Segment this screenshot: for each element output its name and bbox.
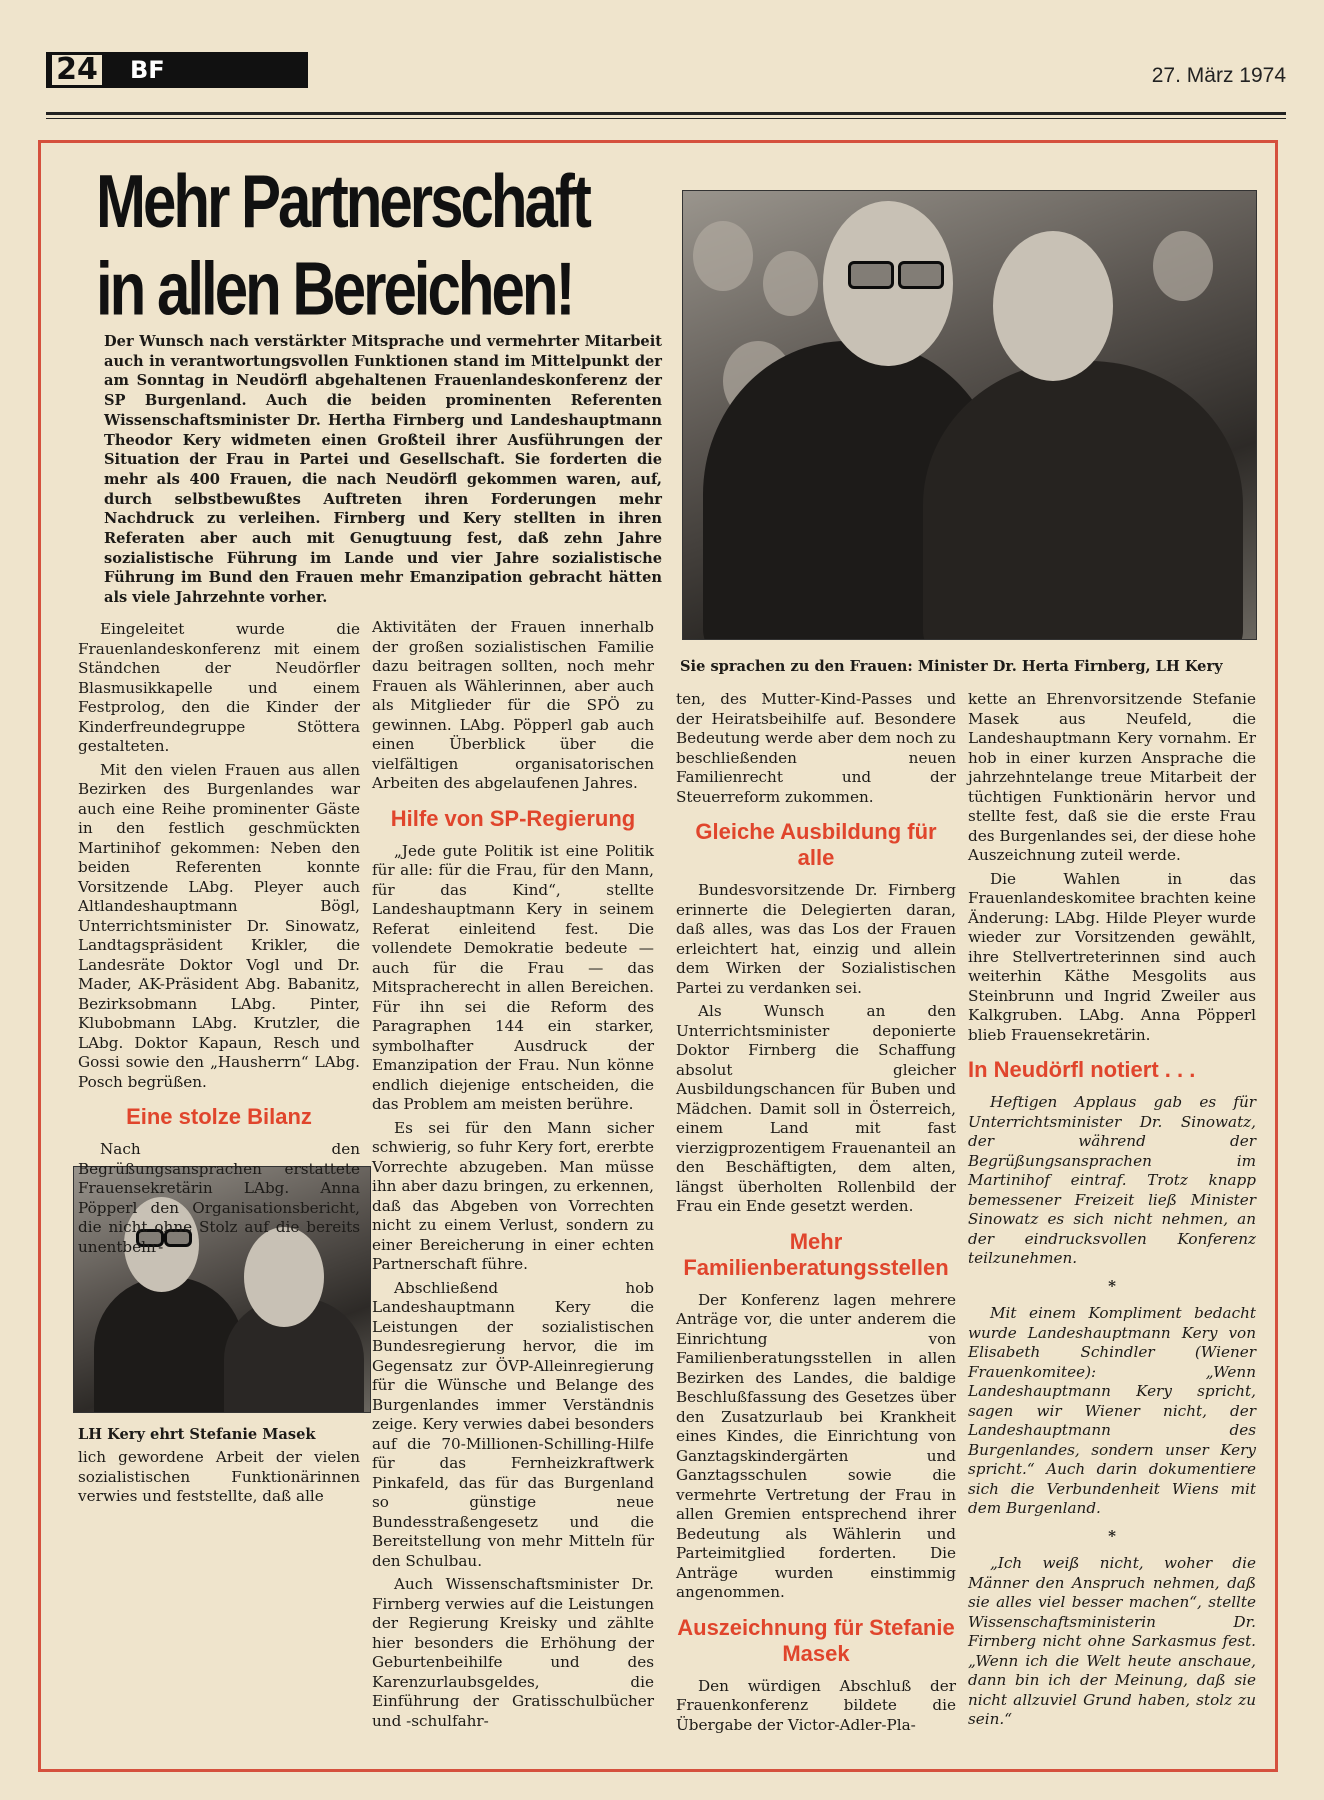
photo-caption-bottom: LH Kery ehrt Stefanie Masek — [78, 1426, 316, 1443]
column-1 — [78, 620, 360, 1257]
column-4 — [968, 690, 1256, 1730]
paragraph: „Jede gute Politik ist eine Politik für alle: für die Frau, für den Mann, für das Kind“, stellte Landeshauptmann Kery in seinem Referat einleitend fest. Die vollendete Demokratie bedeute — auch für die Frau — das Mitspracherecht in allen Bereichen. Für ihn sei die Reform des Paragraphen 144 ein starker, symbolhafter Ausdruck der Emanzipation der Frau. Nun könne endlich diejenige entscheiden, die das Problem am meisten berühre. — [372, 841, 654, 1113]
paragraph: Mit den vielen Frauen aus allen Bezirken des Burgenlandes war auch eine Reihe prominenter Gäste in den festlich geschmückten Martinihof gekommen: Neben den beiden Referenten konnte Vorsitzende LAbg. Pleyer auch Altlandeshauptmann Bögl, Unterrichtsminister Dr. Sinowatz, Landtagspräsident Krikler, die Landesräte Doktor Vogl und Dr. Mader, AK-Präsident Abg. Babanitz, Bezirksobmann LAbg. Pinter, Klubobmann LAbg. Krutzler, die LAbg. Doktor Kapaun, Resch und Gossi sowie den „Hausherrn“ LAbg. Posch begrüßen. — [78, 760, 360, 1091]
paragraph: Es sei für den Mann sicher schwierig, so fuhr Kery fort, ererbte Vorrechte abzugeben. Man müsse ihn aber dazu bringen, zu erkennen, daß das Abgeben von Vorrechten nicht zu einem Verlust, sondern zu einer Bereicherung in einer echten Partnerschaft führe. — [372, 1118, 654, 1273]
column-3 — [676, 690, 956, 1735]
paragraph: Eingeleitet wurde die Frauenlandeskonferenz mit einem Ständchen der Neudörfler Blasmusikkapelle und einem Festprolog, den die Kinder der Kinderfreundegruppe Stöttera gestalteten. — [78, 620, 360, 755]
column-2 — [372, 618, 654, 1731]
note-paragraph: Mit einem Kompliment bedacht wurde Landeshauptmann Kery von Elisabeth Schindler (Wiener Frauenkomitee): „Wenn Landeshauptmann Kery spricht, sagen wir Wiener nicht, der Landeshauptmann des Burgenlandes, sondern unser Kery spricht.“ Auch darin dokumentiere sich die Verbundenheit Wiens mit dem Burgenland. — [968, 1304, 1256, 1517]
header-rule — [46, 112, 1286, 115]
subheading: Eine stolze Bilanz — [126, 1104, 312, 1129]
separator-star: * — [1108, 1276, 1116, 1295]
subheading: Auszeichnung für Stefanie Masek — [677, 1614, 955, 1666]
paragraph: Nach den Begrüßungsansprachen erstattete Frauensekretärin LAbg. Anna Pöpperl den Organisationsbericht, die nicht ohne Stolz auf die bereits unentbehr- — [78, 1140, 360, 1256]
paragraph: Bundesvorsitzende Dr. Firnberg erinnerte die Delegierten daran, daß alles, was das Los der Frauen erleichtert hat, einzig und allein dem Wirken der Sozialistischen Partei zu verdanken sei. — [676, 881, 956, 997]
photo-caption-top: Sie sprachen zu den Frauen: Minister Dr. Herta Firnberg, LH Kery — [680, 658, 1223, 675]
section-label: BF — [108, 52, 308, 88]
paragraph: ten, des Mutter-Kind-Passes und der Heiratsbeihilfe auf. Besondere Bedeutung werde aber dem noch zu beschließenden neuen Familienrecht und der Steuerreform zukommen. — [676, 690, 956, 806]
note-paragraph: „Ich weiß nicht, woher die Männer den Anspruch nehmen, daß sie alles viel besser machen“, stellte Wissenschaftsministerin Dr. Firnberg nicht ohne Sarkasmus fest. „Wenn ich die Welt heute anschaue, dann bin ich der Meinung, daß sie nicht allzuviel Grund haben, stolz zu sein.“ — [968, 1554, 1256, 1728]
column-1-continued — [78, 1448, 360, 1507]
paragraph: Die Wahlen in das Frauenlandeskomitee brachten keine Änderung: LAbg. Hilde Pleyer wurde wieder zur Vorsitzenden gewählt, ihre Stellvertreterinnen sind auch weiterhin Käthe Mesgolits aus Steinbrunn und Ingrid Zweiler aus Kalkgruben. LAbg. Anna Pöpperl blieb Frauensekretärin. — [968, 869, 1256, 1044]
lead-paragraph: Der Wunsch nach verstärkter Mitsprache und vermehrter Mitarbeit auch in verantwortungsvollen Funktionen stand im Mittelpunkt der am Sonntag in Neudörfl abgehaltenen Frauenlandeskonferenz der SP Burgenland. Auch die beiden prominenten Referenten Wissenschaftsminister Dr. Hertha Firnberg und Landeshauptmann Theodor Kery widmeten einen Großteil ihrer Ausführungen der Situation der Frau in Partei und Gesellschaft. Sie forderten die mehr als 400 Frauen, die nach Neudörfl gekommen waren, auf, durch selbstbewußtes Auftreten ihren Forderungen mehr Nachdruck zu verleihen. Firnberg und Kery stellten in ihren Referaten aber auch mit Genugtuung fest, daß zehn Jahre sozialistische Führung im Lande und vier Jahre sozialistische Führung im Bund den Frauen mehr Emanzipation gebracht hätten als viele Jahrzehnte vorher. — [104, 333, 662, 607]
subheading: Hilfe von SP-Regierung — [390, 805, 636, 831]
page-number-box — [46, 52, 108, 88]
paragraph: kette an Ehrenvorsitzende Stefanie Masek aus Neufeld, die Landeshauptmann Kery vornahm. Er hob in einer kurzen Ansprache die jahrzehntelange treue Mitarbeit der tüchtigen Funktionärin hervor und stellte fest, daß sie die erste Frau des Burgenlandes sei, der diese hohe Auszeichnung zuteil werde. — [968, 690, 1257, 864]
paragraph: Auch Wissenschaftsminister Dr. Firnberg verwies auf die Leistungen der Regierung Kreisky und zählte hier besonders die Erhöhung der Geburtenbeihilfe und des Karenzurlaubsgeldes, die Einführung der Gratisschulbücher und -schulfahr- — [372, 1575, 654, 1730]
paragraph: lich gewordene Arbeit der vielen sozialistischen Funktionärinnen verwies und feststellte, daß alle — [78, 1448, 360, 1505]
masthead — [46, 44, 1286, 88]
page-number: 24 — [52, 55, 102, 85]
paragraph: Als Wunsch an den Unterrichtsminister deponierte Doktor Firnberg die Schaffung absolut gleicher Ausbildungschancen für Buben und Mädchen. Damit soll in Österreich, einem Land mit fast vierzigprozentigem Frauenanteil an den Beschäftigten, dem alten, längst überholten Rollenbild der Frau ein Ende gesetzt werden. — [676, 1002, 956, 1215]
headline: Mehr Partnerschaft in allen Bereichen! — [96, 159, 589, 331]
issue-date: 27. März 1974 — [1151, 64, 1286, 87]
header-rule-thin — [46, 118, 1286, 119]
separator-star: * — [1108, 1526, 1116, 1545]
note-paragraph: Heftigen Applaus gab es für Unterrichtsminister Dr. Sinowatz, der während der Begrüßungsansprachen im Martinihof eintraf. Trotz knapp bemessener Freizeit ließ Minister Sinowatz es sich nicht nehmen, an der eindrucksvollen Konferenz teilzunehmen. — [968, 1093, 1256, 1267]
subheading: Mehr Familienberatungsstellen — [683, 1228, 949, 1280]
paragraph: Abschließend hob Landeshauptmann Kery die Leistungen der sozialistischen Bundesregierung hervor, die im Gegensatz zur ÖVP-Alleinregierung für die Wünsche und Belange des Burgenlandes immer Verständnis zeige. Kery verwies dabei besonders auf die 70-Millionen-Schilling-Hilfe für das Fernheizkraftwerk Pinkafeld, das für das Burgenland so günstige neue Bundesstraßengesetz und die Bereitstellung von mehr Mitteln für den Schulbau. — [372, 1278, 654, 1570]
subheading: Gleiche Ausbildung für alle — [695, 819, 937, 870]
paragraph: Den würdigen Abschluß der Frauenkonferenz bildete die Übergabe der Victor-Adler-Pla- — [676, 1676, 956, 1734]
paragraph: Der Konferenz lagen mehrere Anträge vor, die unter anderem die Einrichtung von Familienberatungsstellen in allen Bezirken des Landes, die baldige Beschlußfassung des Gesetzes über den Zusatzurlaub bei Krankheit eines Kindes, die Einrichtung von Ganztagskindergärten und Ganztagsschulen sowie die vermehrte Vertretung der Frau in allen Gremien entsprechend ihrer Bedeutung als Wählerin und Parteimitglied forderten. Die Anträge wurden einstimmig angenommen. — [676, 1290, 956, 1601]
subheading: In Neudörfl notiert . . . — [968, 1057, 1196, 1082]
paragraph: Aktivitäten der Frauen innerhalb der großen sozialistischen Familie dazu beitragen sollten, noch mehr Frauen als Wählerinnen, aber auch als Mitglieder für die SPÖ zu gewinnen. LAbg. Pöpperl gab auch einen Überblick über die vielfältigen organisatorischen Arbeiten des abgelaufenen Jahres. — [372, 618, 654, 792]
photo-firnberg-kery — [682, 190, 1257, 640]
